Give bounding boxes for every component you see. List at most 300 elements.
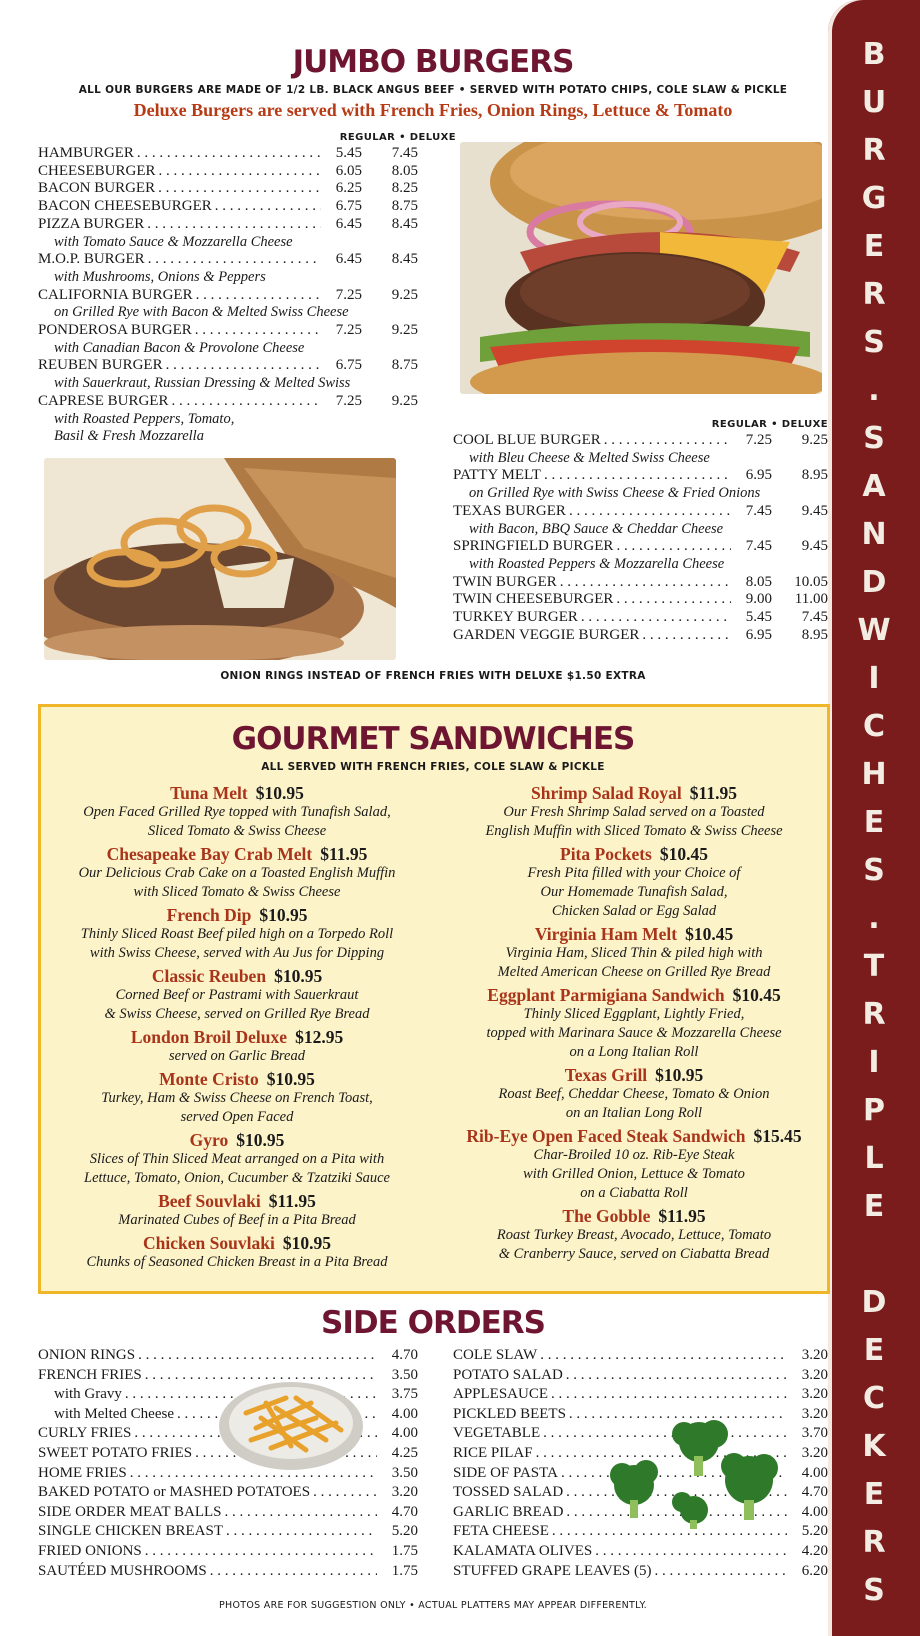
banner-letter: E	[863, 229, 885, 264]
burger-description: with Canadian Bacon & Provolone Cheese	[54, 339, 305, 356]
burger-row	[453, 591, 828, 609]
regular-price: 7.25	[335, 322, 362, 339]
sandwich-header	[439, 924, 829, 944]
sandwich-description: Our Delicious Crab Cake on a Toasted English Muffin	[78, 865, 396, 881]
sandwich-description: Thinly Sliced Eggplant, Lightly Fried,	[523, 1006, 745, 1022]
sandwich-item	[439, 1126, 829, 1203]
side-row	[453, 1542, 828, 1562]
burger-row	[38, 216, 418, 234]
deluxe-price: 7.45	[391, 145, 418, 161]
sandwich-item	[41, 905, 433, 963]
burger-name: COOL BLUE BURGER	[453, 432, 601, 448]
banner-letter: R	[862, 133, 886, 168]
burger-name: SPRINGFIELD BURGER	[453, 538, 614, 555]
banner-letter: S	[863, 325, 885, 360]
banner-letter: K	[862, 1429, 886, 1464]
side-name: BAKED POTATO or MASHED POTATOES	[38, 1484, 311, 1501]
sandwich-description: Marinated Cubes of Beef in a Pita Bread	[118, 1212, 356, 1228]
side-name: FETA CHEESE	[453, 1523, 549, 1540]
burger-name: BACON BURGER	[38, 180, 156, 197]
side-price: 3.20	[801, 1444, 828, 1461]
onion-rings-note: ONION RINGS INSTEAD OF FRENCH FRIES WITH DELUXE $1.50 EXTRA	[220, 670, 646, 682]
burger-row	[38, 357, 418, 375]
side-price: 5.20	[391, 1523, 418, 1540]
burger-photo	[460, 142, 822, 394]
sandwich-description: Fresh Pita filled with your Choice of	[527, 865, 741, 881]
fries-photo	[216, 1368, 366, 1473]
sandwich-description: Chicken Salad or Egg Salad	[551, 903, 717, 919]
sandwich-header	[41, 844, 433, 864]
leader-dots	[166, 357, 321, 375]
banner-letter: N	[861, 517, 887, 552]
sandwich-item	[439, 1206, 829, 1264]
side-row	[38, 1483, 418, 1503]
sandwich-name: Eggplant Parmigiana Sandwich	[487, 985, 725, 1005]
side-row	[453, 1385, 828, 1405]
sandwich-name: Shrimp Salad Royal	[531, 783, 682, 803]
sandwich-price: $12.95	[295, 1027, 344, 1047]
side-row	[38, 1346, 418, 1366]
leader-dots	[215, 198, 321, 216]
sandwich-header	[41, 1027, 433, 1047]
side-price: 4.25	[391, 1444, 418, 1461]
banner-letter: W	[857, 613, 891, 648]
banner-letter: B	[862, 37, 886, 72]
side-price: 4.00	[391, 1425, 418, 1442]
leader-dots	[604, 432, 731, 450]
deluxe-price: 8.05	[391, 162, 418, 179]
sandwich-item	[439, 844, 829, 921]
sandwich-name: French Dip	[166, 905, 252, 925]
leader-dots	[148, 251, 321, 269]
sandwich-price: $15.45	[753, 1126, 802, 1146]
burger-name: CHEESEBURGER	[38, 162, 156, 179]
sandwich-price: $10.95	[259, 905, 308, 925]
banner-letter: D	[861, 565, 887, 600]
sandwich-price: $10.45	[732, 985, 781, 1005]
leader-dots	[195, 322, 321, 340]
banner-letter: G	[861, 181, 887, 216]
banner-letter: R	[862, 277, 886, 312]
deluxe-price: 9.25	[801, 432, 828, 448]
sandwich-description: English Muffin with Sliced Tomato & Swiss Cheese	[485, 823, 783, 839]
leader-dots	[313, 1483, 377, 1503]
burger-description: with Roasted Peppers & Mozzarella Cheese	[469, 555, 725, 572]
sandwich-description: with Swiss Cheese, served with Au Jus for Dipping	[89, 945, 385, 961]
banner-letter: C	[862, 1381, 886, 1416]
burger-description: with Bacon, BBQ Sauce & Cheddar Cheese	[469, 520, 724, 537]
broccoli-photo	[604, 1420, 784, 1530]
sandwich-name: Classic Reuben	[151, 966, 267, 986]
regular-price: 6.45	[335, 215, 362, 232]
deluxe-price: 9.45	[801, 538, 828, 555]
side-row	[38, 1562, 418, 1582]
side-banner-text	[842, 37, 906, 1610]
burger-row	[453, 432, 828, 450]
sandwich-description: on a Ciabatta Roll	[580, 1185, 688, 1201]
sandwich-item	[41, 966, 433, 1024]
side-name: FRIED ONIONS	[38, 1542, 142, 1559]
deluxe-note: Deluxe Burgers are served with French Fries, Onion Rings, Lettuce & Tomato	[133, 100, 733, 120]
sandwich-description: Virginia Ham, Sliced Thin & piled high with	[505, 945, 763, 961]
side-price: 3.50	[391, 1366, 418, 1383]
side-row	[453, 1346, 828, 1366]
side-name: APPLESAUCE	[453, 1386, 549, 1403]
deluxe-price: 9.45	[801, 502, 828, 519]
sandwich-price: $11.95	[268, 1191, 316, 1211]
burger-description: with Mushrooms, Onions & Peppers	[54, 268, 266, 285]
banner-letter: .	[868, 373, 880, 408]
burger-name: CAPRESE BURGER	[38, 392, 169, 409]
side-price: 4.00	[391, 1405, 418, 1422]
sandwich-description: served on Garlic Bread	[169, 1048, 305, 1064]
side-name: KALAMATA OLIVES	[453, 1542, 593, 1559]
sandwich-price: $10.95	[255, 783, 304, 803]
deluxe-price: 8.75	[391, 357, 418, 374]
burger-description: with Tomato Sauce & Mozzarella Cheese	[54, 233, 293, 250]
leader-dots	[569, 503, 731, 521]
side-name: FRENCH FRIES	[38, 1366, 142, 1383]
burger-name: TWIN BURGER	[453, 573, 557, 590]
sandwich-item	[41, 1069, 433, 1127]
side-name: GARLIC BREAD	[453, 1503, 564, 1520]
side-price: 3.75	[391, 1386, 418, 1403]
burger-name: BACON CHEESEBURGER	[38, 198, 212, 215]
leader-dots	[540, 1346, 787, 1366]
sandwich-header	[439, 985, 829, 1005]
regular-price: 9.00	[745, 591, 772, 608]
sandwich-name: Beef Souvlaki	[158, 1191, 261, 1211]
burger-row	[38, 163, 418, 181]
sandwich-price: $11.95	[689, 783, 737, 803]
sandwich-header	[41, 905, 433, 925]
leader-dots	[551, 1385, 787, 1405]
side-price: 3.20	[391, 1484, 418, 1501]
side-name: POTATO SALAD	[453, 1366, 563, 1383]
col-header-left: REGULAR • DELUXE	[339, 132, 456, 143]
side-row	[453, 1562, 828, 1582]
sandwich-description: topped with Marinara Sauce & Mozzarella Cheese	[486, 1025, 782, 1041]
sandwich-item	[41, 1130, 433, 1188]
sandwich-name: Chicken Souvlaki	[143, 1233, 275, 1253]
side-name: SAUTÉED MUSHROOMS	[38, 1562, 207, 1579]
burger-row	[453, 503, 828, 521]
burger-row	[453, 609, 828, 627]
burger-row	[453, 467, 828, 485]
sandwich-item	[439, 783, 829, 841]
burger-description: Basil & Fresh Mozzarella	[54, 428, 204, 445]
sandwich-item	[41, 844, 433, 902]
banner-letter: A	[862, 469, 886, 504]
burger-row	[38, 180, 418, 198]
deluxe-price: 9.25	[391, 322, 418, 339]
burger-row	[38, 322, 418, 340]
sandwich-description: Turkey, Ham & Swiss Cheese on French Toast,	[101, 1090, 373, 1106]
burger-row	[453, 627, 828, 645]
leader-dots	[655, 1562, 788, 1582]
burger-name: M.O.P. BURGER	[38, 251, 145, 268]
onion-burger-photo	[44, 458, 396, 660]
burger-description: on Grilled Rye with Swiss Cheese & Fried Onions	[469, 485, 761, 502]
burger-name: TURKEY BURGER	[453, 609, 578, 626]
regular-price: 6.05	[335, 162, 362, 179]
side-row	[38, 1542, 418, 1562]
side-name: SINGLE CHICKEN BREAST	[38, 1523, 224, 1540]
gourmet-sandwiches-box	[38, 704, 830, 1294]
side-price: 3.20	[801, 1366, 828, 1383]
leader-dots	[595, 1542, 787, 1562]
side-price: 5.20	[801, 1523, 828, 1540]
sandwich-header	[439, 1126, 829, 1146]
regular-price: 7.25	[335, 286, 362, 303]
sandwich-description: Thinly Sliced Roast Beef piled high on a Torpedo Roll	[80, 926, 394, 942]
sandwich-description: Char-Broiled 10 oz. Rib-Eye Steak	[533, 1147, 735, 1163]
sandwich-description: on an Italian Long Roll	[565, 1105, 703, 1121]
deluxe-price: 7.45	[801, 609, 828, 626]
side-name: SIDE ORDER MEAT BALLS	[38, 1503, 222, 1520]
banner-letter: U	[861, 85, 887, 120]
sandwich-price: $10.95	[266, 1069, 315, 1089]
col-header-right: REGULAR • DELUXE	[711, 419, 828, 430]
burgers-title: JUMBO BURGERS	[292, 44, 574, 80]
footer-note: PHOTOS ARE FOR SUGGESTION ONLY • ACTUAL PLATTERS MAY APPEAR DIFFERENTLY.	[219, 1600, 647, 1611]
side-price: 1.75	[391, 1562, 418, 1579]
side-name: COLE SLAW	[453, 1347, 538, 1363]
sandwich-name: The Gobble	[562, 1206, 651, 1226]
banner-letter: R	[862, 1525, 886, 1560]
leader-dots	[210, 1562, 377, 1582]
deluxe-price: 8.95	[801, 467, 828, 484]
regular-price: 6.45	[335, 251, 362, 268]
side-price: 4.00	[801, 1503, 828, 1520]
sandwich-price: $10.45	[685, 924, 734, 944]
side-name: ONION RINGS	[38, 1347, 136, 1363]
leader-dots	[581, 609, 731, 627]
sandwich-item	[41, 783, 433, 841]
side-row	[38, 1522, 418, 1542]
regular-price: 6.95	[745, 467, 772, 484]
regular-price: 7.45	[745, 538, 772, 555]
sandwich-name: Monte Cristo	[159, 1069, 259, 1089]
regular-price: 8.05	[745, 573, 772, 590]
regular-price: 5.45	[335, 145, 362, 161]
sandwich-header	[41, 1233, 433, 1253]
sandwich-description: Our Fresh Shrimp Salad served on a Toasted	[503, 804, 765, 820]
banner-letter: .	[868, 901, 880, 936]
leader-dots	[560, 574, 731, 592]
sandwich-item	[41, 1191, 433, 1230]
side-banner	[828, 0, 920, 1636]
burger-row	[38, 145, 418, 163]
leader-dots	[147, 216, 321, 234]
banner-letter: I	[868, 661, 880, 696]
banner-letter: T	[863, 949, 885, 984]
regular-price: 6.95	[745, 626, 772, 643]
burger-row	[38, 393, 418, 411]
regular-price: 7.25	[745, 432, 772, 448]
regular-price: 6.75	[335, 357, 362, 374]
sandwich-description: Roast Beef, Cheddar Cheese, Tomato & Onion	[498, 1086, 770, 1102]
side-name: CURLY FRIES	[38, 1425, 132, 1442]
side-price: 1.75	[391, 1542, 418, 1559]
side-name: HOME FRIES	[38, 1464, 127, 1481]
sandwich-description: & Swiss Cheese, served on Grilled Rye Bread	[104, 1006, 370, 1022]
sandwich-item	[439, 1065, 829, 1123]
banner-letter: E	[863, 1333, 885, 1368]
banner-letter: I	[868, 1045, 880, 1080]
burger-description: on Grilled Rye with Bacon & Melted Swiss Cheese	[54, 304, 349, 321]
burger-name: PATTY MELT	[453, 467, 541, 484]
deluxe-price: 9.25	[391, 286, 418, 303]
sandwich-description: with Sliced Tomato & Swiss Cheese	[133, 884, 341, 900]
burger-description: with Roasted Peppers, Tomato,	[54, 410, 235, 427]
leader-dots	[137, 145, 321, 163]
sandwich-name: Tuna Melt	[170, 783, 248, 803]
sandwich-description: Sliced Tomato & Swiss Cheese	[147, 823, 327, 839]
sandwich-description: Roast Turkey Breast, Avocado, Lettuce, Tomato	[496, 1227, 772, 1243]
sandwich-price: $11.95	[320, 844, 368, 864]
banner-letter: P	[863, 1093, 885, 1128]
side-price: 4.70	[391, 1503, 418, 1520]
sides-title: SIDE ORDERS	[321, 1305, 545, 1341]
leader-dots	[642, 627, 731, 645]
leader-dots	[544, 467, 731, 485]
burger-name: TWIN CHEESEBURGER	[453, 591, 614, 608]
burger-name: PONDEROSA BURGER	[38, 322, 192, 339]
burger-row	[38, 287, 418, 305]
side-row	[453, 1366, 828, 1386]
sandwich-price: $11.95	[658, 1206, 706, 1226]
sandwich-price: $10.95	[655, 1065, 704, 1085]
burger-row	[453, 538, 828, 556]
sandwich-header	[439, 844, 829, 864]
side-price: 4.70	[801, 1484, 828, 1501]
side-name: RICE PILAF	[453, 1444, 533, 1461]
deluxe-price: 8.25	[391, 180, 418, 197]
burger-row	[38, 198, 418, 216]
burger-row	[38, 251, 418, 269]
side-price: 6.20	[801, 1562, 828, 1579]
banner-letter: S	[863, 421, 885, 456]
side-name: STUFFED GRAPE LEAVES (5)	[453, 1562, 652, 1579]
sandwich-header	[41, 966, 433, 986]
sandwich-description: with Grilled Onion, Lettuce & Tomato	[523, 1166, 745, 1182]
sandwich-description: & Cranberry Sauce, served on Ciabatta Bread	[498, 1246, 770, 1262]
side-name: VEGETABLE	[453, 1425, 541, 1442]
sandwich-header	[41, 1069, 433, 1089]
sandwich-description: Lettuce, Tomato, Onion, Cucumber & Tzatziki Sauce	[84, 1170, 390, 1186]
sandwich-name: Chesapeake Bay Crab Melt	[106, 844, 313, 864]
sandwich-description: Slices of Thin Sliced Meat arranged on a Pita with	[89, 1151, 385, 1167]
sandwich-description: on a Long Italian Roll	[569, 1044, 699, 1060]
sandwich-item	[439, 924, 829, 982]
banner-letter: E	[863, 1477, 885, 1512]
sandwich-name: Gyro	[189, 1130, 229, 1150]
deluxe-price: 8.75	[391, 198, 418, 215]
burger-description: with Sauerkraut, Russian Dressing & Melted Swiss	[54, 375, 351, 392]
sandwich-name: Pita Pockets	[560, 844, 652, 864]
sandwich-price: $10.45	[659, 844, 708, 864]
burger-name: GARDEN VEGGIE BURGER	[453, 626, 640, 643]
leader-dots	[226, 1522, 377, 1542]
sandwich-name: Virginia Ham Melt	[534, 924, 678, 944]
regular-price: 7.45	[745, 502, 772, 519]
regular-price: 6.25	[335, 180, 362, 197]
banner-letter: L	[864, 1141, 884, 1176]
deluxe-price: 8.95	[801, 626, 828, 643]
leader-dots	[616, 591, 731, 609]
deluxe-price: 8.45	[391, 251, 418, 268]
sandwich-description: Our Homemade Tunafish Salad,	[540, 884, 728, 900]
sandwich-name: Rib-Eye Open Faced Steak Sandwich	[466, 1126, 746, 1146]
sandwiches-left-column	[41, 783, 433, 1275]
sandwiches-right-column	[439, 783, 829, 1267]
side-price: 4.00	[801, 1464, 828, 1481]
deluxe-price: 10.05	[794, 573, 828, 590]
side-row	[38, 1503, 418, 1523]
sandwich-description: Chunks of Seasoned Chicken Breast in a Pita Bread	[86, 1254, 388, 1270]
sandwiches-subtitle: ALL SERVED WITH FRENCH FRIES, COLE SLAW & PICKLE	[261, 761, 605, 773]
burgers-subtitle: ALL OUR BURGERS ARE MADE OF 1/2 LB. BLACK ANGUS BEEF • SERVED WITH POTATO CHIPS, COLE SLAW & PICKLE	[78, 84, 788, 96]
deluxe-price: 8.45	[391, 215, 418, 232]
burger-name: HAMBURGER	[38, 145, 134, 161]
banner-letter: D	[861, 1285, 887, 1320]
burgers-right-list	[453, 432, 828, 644]
sandwich-name: Texas Grill	[564, 1065, 648, 1085]
side-price: 3.50	[391, 1464, 418, 1481]
sandwich-header	[439, 1065, 829, 1085]
burger-name: PIZZA BURGER	[38, 215, 145, 232]
burger-name: CALIFORNIA BURGER	[38, 286, 193, 303]
side-name: with Gravy	[54, 1386, 122, 1403]
banner-letter: H	[861, 757, 887, 792]
burger-description: with Bleu Cheese & Melted Swiss Cheese	[469, 449, 710, 466]
side-price: 3.20	[801, 1347, 828, 1363]
sandwich-header	[439, 1206, 829, 1226]
burger-row	[453, 574, 828, 592]
sandwich-description: served Open Faced	[180, 1109, 294, 1125]
deluxe-price: 9.25	[391, 392, 418, 409]
side-name: PICKLED BEETS	[453, 1405, 566, 1422]
deluxe-price: 11.00	[794, 591, 828, 608]
sandwich-price: $10.95	[282, 1233, 331, 1253]
leader-dots	[566, 1366, 787, 1386]
burger-name: TEXAS BURGER	[453, 502, 566, 519]
sandwich-item	[41, 1233, 433, 1272]
sandwich-item	[439, 985, 829, 1062]
sandwich-price: $10.95	[236, 1130, 285, 1150]
banner-letter: E	[863, 805, 885, 840]
side-price: 3.20	[801, 1386, 828, 1403]
menu-page	[38, 0, 828, 1636]
leader-dots	[196, 287, 321, 305]
leader-dots	[158, 180, 321, 198]
side-price: 4.70	[391, 1347, 418, 1363]
regular-price: 5.45	[745, 609, 772, 626]
leader-dots	[138, 1346, 377, 1366]
sandwiches-title: GOURMET SANDWICHES	[231, 721, 635, 757]
leader-dots	[616, 538, 731, 556]
side-name: with Melted Cheese	[54, 1405, 174, 1422]
regular-price: 7.25	[335, 392, 362, 409]
banner-letter: C	[862, 709, 886, 744]
sandwich-header	[41, 1130, 433, 1150]
burgers-left-list	[38, 145, 418, 446]
sandwich-description: Open Faced Grilled Rye topped with Tunafish Salad,	[83, 804, 391, 820]
banner-letter: S	[863, 853, 885, 888]
sandwich-header	[439, 783, 829, 803]
sandwich-price: $10.95	[274, 966, 323, 986]
